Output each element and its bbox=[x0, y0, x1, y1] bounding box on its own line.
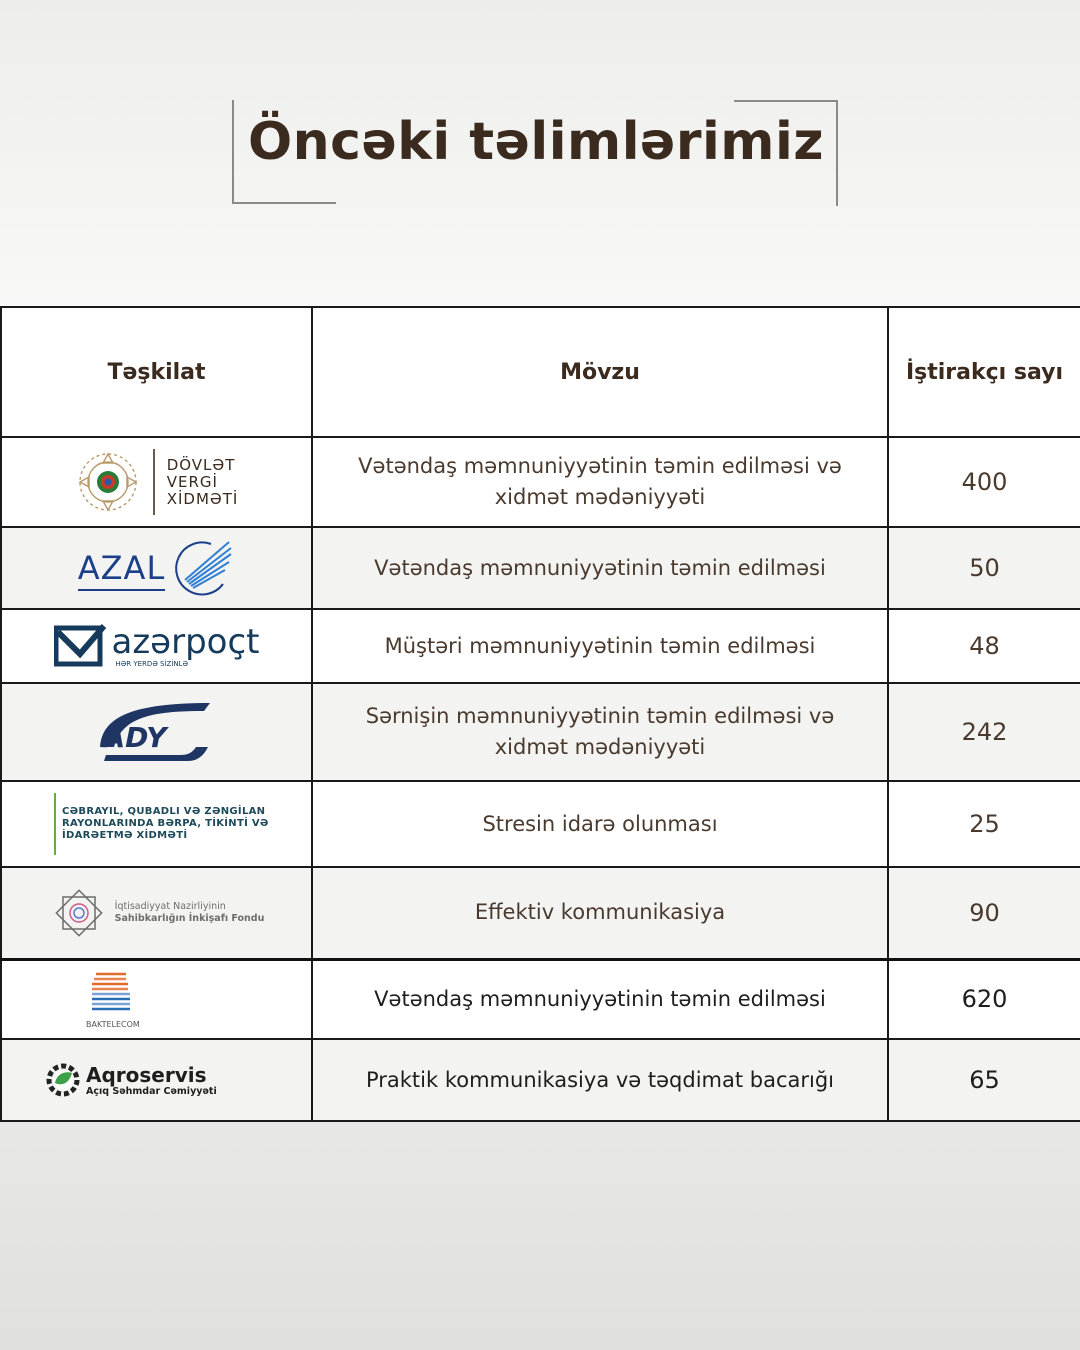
table-row bbox=[1, 609, 1080, 683]
logo-text-line: İDARƏETMƏ XİDMƏTİ bbox=[62, 830, 188, 841]
participant-count: 50 bbox=[888, 527, 1080, 609]
table-header-row bbox=[1, 307, 1080, 437]
header-organization: Təşkilat bbox=[1, 307, 312, 437]
logo-text-line: BAKTELECOM bbox=[86, 1019, 140, 1029]
org-cell bbox=[1, 781, 312, 867]
trainings-table bbox=[0, 306, 1080, 1122]
table-row bbox=[1, 959, 1080, 1039]
sif-logo bbox=[2, 883, 311, 943]
topic-line: xidmət mədəniyyəti bbox=[494, 735, 706, 759]
topic-line: Stresin idarə olunması bbox=[482, 811, 718, 836]
topic-line: Müştəri məmnuniyyətinin təmin edilməsi bbox=[384, 633, 816, 658]
envelope-icon bbox=[54, 624, 106, 668]
org-cell bbox=[1, 437, 312, 527]
logo-text-line: RAYONLARINDA BƏRPA, TİKİNTİ VƏ bbox=[62, 818, 269, 829]
org-cell bbox=[1, 1039, 312, 1121]
participant-count: 620 bbox=[888, 959, 1080, 1039]
logo-text-line: Sahibkarlığın İnkişafı Fondu bbox=[114, 912, 265, 924]
azal-logo bbox=[2, 536, 311, 600]
topic-line: Vətəndaş məmnuniyyətinin təmin edilməsi bbox=[374, 986, 826, 1011]
emblem-icon bbox=[75, 449, 141, 515]
header-participants: İştirakçı sayı bbox=[888, 307, 1080, 437]
ady-logo bbox=[92, 697, 222, 767]
logo-text-line: VERGİ bbox=[166, 472, 218, 491]
star-emblem-icon bbox=[49, 883, 109, 943]
logo-text-line: Açıq Səhmdar Cəmiyyəti bbox=[86, 1085, 217, 1097]
logo-text-line: ADY bbox=[103, 721, 167, 754]
topic-cell bbox=[312, 683, 888, 781]
participant-count: 400 bbox=[888, 437, 1080, 527]
participant-count: 90 bbox=[888, 867, 1080, 959]
topic-line: Vətəndaş məmnuniyyətinin təmin edilməsi bbox=[374, 555, 826, 580]
topic-cell bbox=[312, 781, 888, 867]
topic-line: Effektiv kommunikasiya bbox=[474, 900, 726, 925]
logo-text-line: DÖVLƏT bbox=[166, 455, 236, 474]
table-row bbox=[1, 781, 1080, 867]
cqz-logo bbox=[2, 793, 311, 855]
org-cell bbox=[1, 867, 312, 959]
participant-count: 242 bbox=[888, 683, 1080, 781]
topic-line: xidmət mədəniyyəti bbox=[494, 485, 706, 509]
azerpoct-logo bbox=[2, 624, 311, 668]
aqroservis-logo bbox=[2, 1061, 311, 1099]
logo-text-line: azərpoçt bbox=[111, 622, 260, 662]
logo-text-line: İqtisadiyyat Nazirliyinin bbox=[114, 900, 226, 912]
participant-count: 48 bbox=[888, 609, 1080, 683]
topic-cell bbox=[312, 609, 888, 683]
logo-text-line: XİDMƏTİ bbox=[166, 489, 239, 508]
logo-text-line: CƏBRAYIL, QUBADLI VƏ ZƏNGİLAN bbox=[62, 806, 266, 817]
logo-text-line: Aqroservis bbox=[86, 1062, 207, 1087]
topic-cell bbox=[312, 1039, 888, 1121]
azal-wing-icon bbox=[171, 536, 235, 600]
table-row bbox=[1, 437, 1080, 527]
logo-text-line: AZAL bbox=[77, 549, 166, 587]
org-cell bbox=[1, 959, 312, 1039]
participant-count: 25 bbox=[888, 781, 1080, 867]
dovlet-vergi-logo bbox=[2, 449, 311, 515]
table-row bbox=[1, 683, 1080, 781]
table-row bbox=[1, 867, 1080, 959]
baktelecom-logo bbox=[2, 970, 311, 1029]
gear-leaf-icon bbox=[44, 1061, 82, 1099]
topic-cell bbox=[312, 959, 888, 1039]
header-topic: Mövzu bbox=[312, 307, 888, 437]
title-frame bbox=[232, 100, 840, 206]
participant-count: 65 bbox=[888, 1039, 1080, 1121]
org-cell bbox=[1, 609, 312, 683]
topic-cell bbox=[312, 437, 888, 527]
topic-line: Sərnişin məmnuniyyətinin təmin edilməsi və bbox=[365, 704, 835, 728]
table-row bbox=[1, 527, 1080, 609]
topic-cell bbox=[312, 527, 888, 609]
org-cell bbox=[1, 527, 312, 609]
page-title: Öncəki təlimlərimiz bbox=[247, 112, 825, 172]
topic-line: Vətəndaş məmnuniyyətinin təmin edilməsi və bbox=[358, 454, 842, 478]
logo-text-line: HƏR YERDƏ SİZİNLƏ bbox=[115, 660, 189, 668]
org-cell bbox=[1, 683, 312, 781]
table-row bbox=[1, 1039, 1080, 1121]
baktelecom-stripes-icon bbox=[86, 970, 132, 1014]
topic-cell bbox=[312, 867, 888, 959]
topic-line: Praktik kommunikasiya və təqdimat bacarığı bbox=[365, 1067, 835, 1092]
